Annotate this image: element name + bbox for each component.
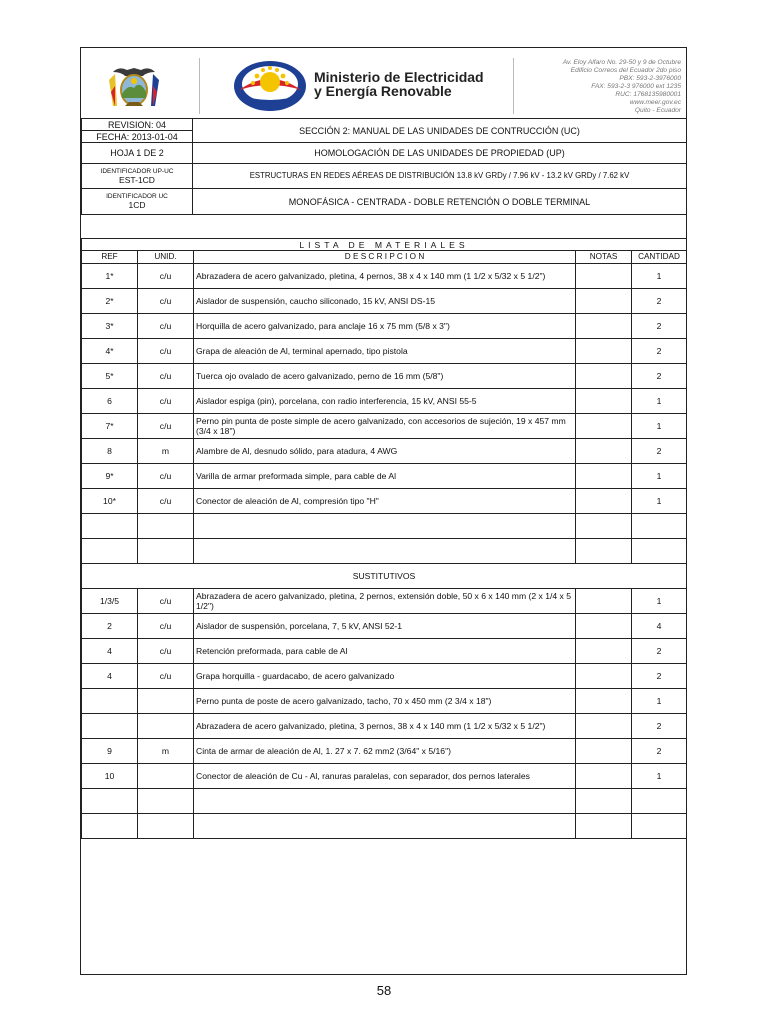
unid-cell: c/u	[138, 289, 194, 314]
table-row	[82, 639, 687, 664]
ref-cell: 5*	[82, 364, 138, 389]
description-cell: Alambre de Al, desnudo sólido, para atadura, 4 AWG	[194, 439, 576, 464]
unid-cell	[138, 539, 194, 564]
table-row	[82, 764, 687, 789]
id-uc-value: 1CD	[128, 200, 146, 210]
cantidad-cell: 1	[632, 764, 687, 789]
sun-logo-icon	[233, 60, 307, 112]
cantidad-cell: 1	[632, 464, 687, 489]
unid-cell	[138, 814, 194, 839]
letterhead-divider	[513, 58, 514, 114]
cantidad-cell	[632, 789, 687, 814]
document-header-table	[81, 118, 687, 215]
description-cell: Aislador espiga (pin), porcelana, con radio interferencia, 15 kV, ANSI 55-5	[194, 389, 576, 414]
description-cell: Abrazadera de acero galvanizado, pletina, 3 pernos, 38 x 4 x 140 mm (1 1/2 x 5/32 x 5 1/2")	[194, 714, 576, 739]
notas-cell	[576, 414, 632, 439]
description-cell: Retención preformada, para cable de Al	[194, 639, 576, 664]
description-cell	[194, 514, 576, 539]
column-header-unid: UNID.	[138, 251, 194, 264]
table-row	[82, 614, 687, 639]
cantidad-cell: 2	[632, 714, 687, 739]
description-cell: Grapa de aleación de Al, terminal apernado, tipo pistola	[194, 339, 576, 364]
column-header-notas: NOTAS	[576, 251, 632, 264]
ref-cell: 8	[82, 439, 138, 464]
monofasica-title: MONOFÁSICA - CENTRADA - DOBLE RETENCIÓN O DOBLE TERMINAL	[193, 189, 687, 215]
ref-cell: 10*	[82, 489, 138, 514]
ref-cell	[82, 689, 138, 714]
notas-cell	[576, 639, 632, 664]
description-cell	[194, 789, 576, 814]
cantidad-cell: 1	[632, 489, 687, 514]
notas-cell	[576, 289, 632, 314]
ministry-name-line1: Ministerio de Electricidad	[314, 69, 484, 85]
address-line: Av. Eloy Alfaro No. 29-50 y 9 de Octubre	[562, 59, 681, 66]
notas-cell	[576, 739, 632, 764]
ref-cell: 3*	[82, 314, 138, 339]
unid-cell: c/u	[138, 614, 194, 639]
description-cell: Conector de aleación de Cu - Al, ranuras paralelas, con separador, dos pernos laterales	[194, 764, 576, 789]
ref-cell: 9*	[82, 464, 138, 489]
description-cell: Grapa horquilla - guardacabo, de acero galvanizado	[194, 664, 576, 689]
notas-cell	[576, 314, 632, 339]
section-title: SECCIÓN 2: MANUAL DE LAS UNIDADES DE CONTRUCCIÓN (UC)	[193, 119, 687, 143]
unid-cell: c/u	[138, 389, 194, 414]
letterhead	[81, 48, 686, 118]
table-row	[82, 789, 687, 814]
notas-cell	[576, 589, 632, 614]
cantidad-cell	[632, 814, 687, 839]
ref-cell: 1/3/5	[82, 589, 138, 614]
notas-cell	[576, 764, 632, 789]
sustitutivos-title: SUSTITUTIVOS	[82, 564, 687, 589]
description-cell: Horquilla de acero galvanizado, para anclaje 16 x 75 mm (5/8 x 3")	[194, 314, 576, 339]
address-line: RUC: 1768135980001	[615, 91, 681, 98]
notas-cell	[576, 339, 632, 364]
description-cell: Varilla de armar preformada simple, para cable de Al	[194, 464, 576, 489]
description-cell: Abrazadera de acero galvanizado, pletina, 2 pernos, extensión doble, 50 x 6 x 140 mm (2 x 1/4 x 5 1/2")	[194, 589, 576, 614]
description-cell: Aislador de suspensión, porcelana, 7, 5 kV, ANSI 52-1	[194, 614, 576, 639]
notas-cell	[576, 439, 632, 464]
ref-cell: 4	[82, 664, 138, 689]
cantidad-cell: 1	[632, 264, 687, 289]
table-row	[82, 689, 687, 714]
table-row	[82, 589, 687, 614]
ref-cell: 9	[82, 739, 138, 764]
description-cell: Abrazadera de acero galvanizado, pletina, 4 pernos, 38 x 4 x 140 mm (1 1/2 x 5/32 x 5 1/2")	[194, 264, 576, 289]
ministry-name-line2: y Energía Renovable	[314, 83, 452, 99]
description-cell: Perno pin punta de poste simple de acero galvanizado, con accesorios de sujeción, 19 x 457 mm (3/4 x 18")	[194, 414, 576, 439]
notas-cell	[576, 389, 632, 414]
unid-cell	[138, 514, 194, 539]
ref-cell	[82, 789, 138, 814]
unid-cell: m	[138, 439, 194, 464]
id-up-value: EST-1CD	[119, 174, 155, 185]
id-up-label: IDENTIFICADOR UP-UC	[100, 167, 174, 175]
unid-cell: c/u	[138, 264, 194, 289]
description-cell	[194, 539, 576, 564]
cantidad-cell: 1	[632, 689, 687, 714]
materials-body	[82, 264, 687, 564]
unid-cell	[138, 789, 194, 814]
letterhead-divider	[199, 58, 200, 114]
cantidad-cell: 2	[632, 339, 687, 364]
table-row	[82, 464, 687, 489]
unid-cell	[138, 764, 194, 789]
notas-cell	[576, 614, 632, 639]
description-cell	[194, 814, 576, 839]
sustitutivos-body	[82, 589, 687, 839]
cantidad-cell: 2	[632, 439, 687, 464]
table-row	[82, 289, 687, 314]
table-row	[82, 539, 687, 564]
table-row	[82, 714, 687, 739]
fecha: FECHA: 2013-01-04	[82, 131, 193, 143]
description-cell: Conector de aleación de Al, compresión tipo "H"	[194, 489, 576, 514]
cantidad-cell: 4	[632, 614, 687, 639]
notas-cell	[576, 464, 632, 489]
unid-cell: c/u	[138, 314, 194, 339]
cantidad-cell: 1	[632, 389, 687, 414]
cantidad-cell: 2	[632, 364, 687, 389]
cantidad-cell: 1	[632, 414, 687, 439]
table-row	[82, 814, 687, 839]
address-line: FAX: 593-2-3 976000 ext 1235	[591, 83, 681, 90]
cantidad-cell: 2	[632, 739, 687, 764]
cantidad-cell: 2	[632, 314, 687, 339]
unid-cell: c/u	[138, 664, 194, 689]
unid-cell: m	[138, 739, 194, 764]
ref-cell: 6	[82, 389, 138, 414]
address-line: Quito - Ecuador	[634, 107, 681, 114]
ref-cell: 1*	[82, 264, 138, 289]
table-row	[82, 664, 687, 689]
ref-cell: 2*	[82, 289, 138, 314]
cantidad-cell: 2	[632, 289, 687, 314]
cantidad-cell	[632, 514, 687, 539]
table-row	[82, 439, 687, 464]
description-cell: Aislador de suspensión, caucho siliconado, 15 kV, ANSI DS-15	[194, 289, 576, 314]
notas-cell	[576, 489, 632, 514]
ref-cell	[82, 539, 138, 564]
address-line: PBX: 593-2-3976000	[619, 75, 681, 82]
notas-cell	[576, 514, 632, 539]
ref-cell	[82, 514, 138, 539]
ecuador-coat-of-arms-icon	[105, 62, 163, 110]
unid-cell: c/u	[138, 464, 194, 489]
estructuras-title: ESTRUCTURAS EN REDES AÉREAS DE DISTRIBUCIÓN 13.8 kV GRDy / 7.96 kV - 13.2 kV GRDy / 7.62 kV	[193, 164, 687, 189]
table-row	[82, 339, 687, 364]
unid-cell: c/u	[138, 589, 194, 614]
ref-cell	[82, 814, 138, 839]
table-row	[82, 314, 687, 339]
cantidad-cell: 1	[632, 589, 687, 614]
unid-cell: c/u	[138, 339, 194, 364]
address-line: www.meer.gov.ec	[629, 99, 681, 106]
unid-cell: c/u	[138, 489, 194, 514]
notas-cell	[576, 539, 632, 564]
hoja: HOJA 1 DE 2	[82, 143, 193, 164]
notas-cell	[576, 714, 632, 739]
ref-cell: 10	[82, 764, 138, 789]
unid-cell: c/u	[138, 364, 194, 389]
notas-cell	[576, 264, 632, 289]
id-up-cell	[82, 164, 193, 189]
table-row	[82, 414, 687, 439]
notas-cell	[576, 689, 632, 714]
unid-cell	[138, 714, 194, 739]
table-row	[82, 364, 687, 389]
column-header-cantidad: CANTIDAD	[632, 251, 687, 264]
ref-cell: 4	[82, 639, 138, 664]
ministry-name	[314, 70, 484, 98]
page-number: 58	[376, 983, 392, 998]
table-row	[82, 264, 687, 289]
unid-cell: c/u	[138, 414, 194, 439]
ministry-address	[521, 59, 681, 115]
unid-cell	[138, 689, 194, 714]
description-cell: Perno punta de poste de acero galvanizado, tacho, 70 x 450 mm (2 3/4 x 18")	[194, 689, 576, 714]
table-row	[82, 739, 687, 764]
table-row	[82, 389, 687, 414]
table-row	[82, 489, 687, 514]
column-header-desc: D E S C R I P C I O N	[194, 251, 576, 264]
homologacion-title: HOMOLOGACIÓN DE LAS UNIDADES DE PROPIEDAD (UP)	[193, 143, 687, 164]
description-cell: Cinta de armar de aleación de Al, 1. 27 x 7. 62 mm2 (3/64" x 5/16")	[194, 739, 576, 764]
notas-cell	[576, 364, 632, 389]
notas-cell	[576, 664, 632, 689]
ref-cell	[82, 714, 138, 739]
revision: REVISION: 04	[82, 119, 193, 131]
document-frame	[80, 47, 687, 975]
ref-cell: 4*	[82, 339, 138, 364]
materials-table	[81, 238, 687, 839]
cantidad-cell: 2	[632, 664, 687, 689]
cantidad-cell: 2	[632, 639, 687, 664]
id-uc-cell	[82, 189, 193, 215]
column-header-ref: REF	[82, 251, 138, 264]
list-title: LISTA DE MATERIALES	[82, 239, 687, 251]
unid-cell: c/u	[138, 639, 194, 664]
id-uc-label: IDENTIFICADOR UC	[106, 193, 168, 200]
ref-cell: 2	[82, 614, 138, 639]
address-line: Edificio Correos del Ecuador 2do piso	[570, 67, 681, 74]
notas-cell	[576, 789, 632, 814]
description-cell: Tuerca ojo ovalado de acero galvanizado, perno de 16 mm (5/8")	[194, 364, 576, 389]
table-row	[82, 514, 687, 539]
ref-cell: 7*	[82, 414, 138, 439]
cantidad-cell	[632, 539, 687, 564]
notas-cell	[576, 814, 632, 839]
